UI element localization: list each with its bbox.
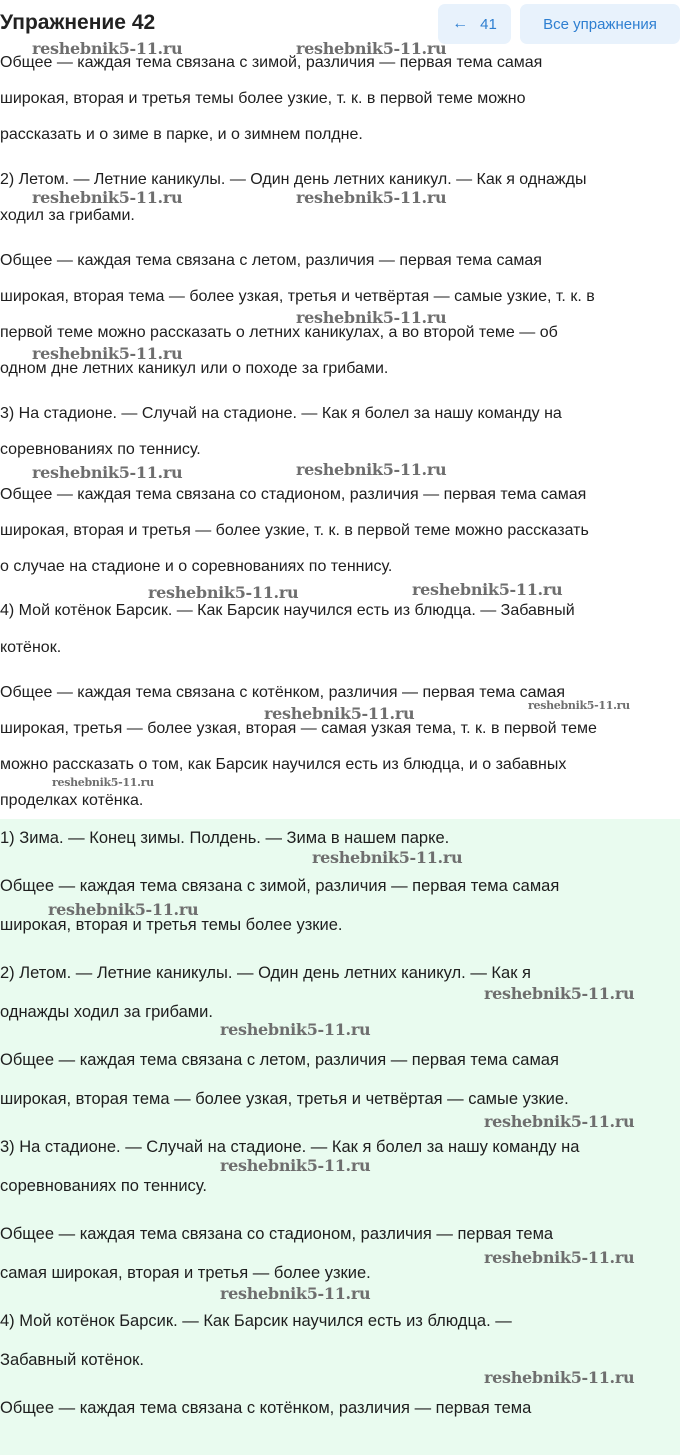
text-line: широкая, вторая и третья — более узкие, т. к. в первой теме можно рассказать <box>0 522 589 539</box>
answer-line: 4) Мой котёнок Барсик. — Как Барсик научился есть из блюдца. — <box>0 1312 512 1330</box>
answer-line: Общее — каждая тема связана со стадионом, различия — первая тема <box>0 1225 554 1243</box>
watermark: reshebnik5-11.ru <box>412 580 563 599</box>
text-line: широкая, вторая и третья темы более узкие, т. к. в первой теме можно <box>0 90 526 107</box>
answer-line: широкая, вторая и третья темы более узкие. <box>0 916 343 934</box>
text-line: проделках котёнка. <box>0 792 144 809</box>
text-line: 3) На стадионе. — Случай на стадионе. — Как я болел за нашу команду на <box>0 405 562 422</box>
watermark: reshebnik5-11.ru <box>528 699 630 712</box>
watermark: reshebnik5-11.ru <box>296 308 447 327</box>
prev-exercise-number: 41 <box>480 15 497 33</box>
watermark: reshebnik5-11.ru <box>32 344 183 363</box>
arrow-left-icon: ← <box>452 15 469 32</box>
text-line: широкая, третья — более узкая, вторая — самая узкая тема, т. к. в первой теме <box>0 720 597 737</box>
text-line: можно рассказать о том, как Барсик научился есть из блюдца, и о забавных <box>0 756 567 773</box>
text-line: котёнок. <box>0 639 62 656</box>
answer-line: Общее — каждая тема связана с летом, различия — первая тема самая <box>0 1051 559 1069</box>
text-line: Общее — каждая тема связана со стадионом, различия — первая тема самая <box>0 486 587 503</box>
watermark: reshebnik5-11.ru <box>296 39 447 58</box>
watermark: reshebnik5-11.ru <box>148 583 299 602</box>
text-line: соревнованиях по теннису. <box>0 441 201 458</box>
watermark: reshebnik5-11.ru <box>312 848 463 867</box>
watermark: reshebnik5-11.ru <box>220 1156 371 1175</box>
answer-line: широкая, вторая тема — более узкая, третья и четвёртая — самые узкие. <box>0 1090 569 1108</box>
answer-line: соревнованиях по теннису. <box>0 1177 207 1195</box>
watermark: reshebnik5-11.ru <box>32 463 183 482</box>
watermark: reshebnik5-11.ru <box>484 1248 635 1267</box>
prev-exercise-button[interactable] <box>438 4 511 44</box>
text-line: одном дне летних каникул или о походе за грибами. <box>0 360 389 377</box>
text-line: ходил за грибами. <box>0 207 135 224</box>
watermark: reshebnik5-11.ru <box>264 704 415 723</box>
watermark: reshebnik5-11.ru <box>484 1112 635 1131</box>
watermark: reshebnik5-11.ru <box>32 188 183 207</box>
answer-line: самая широкая, вторая и третья — более узкие. <box>0 1264 371 1282</box>
text-line: 2) Летом. — Летние каникулы. — Один день летних каникул. — Как я однажды <box>0 171 587 188</box>
text-line: Общее — каждая тема связана с летом, различия — первая тема самая <box>0 252 542 269</box>
text-line: 4) Мой котёнок Барсик. — Как Барсик научился есть из блюдца. — Забавный <box>0 602 575 619</box>
watermark: reshebnik5-11.ru <box>32 39 183 58</box>
answer-line: Общее — каждая тема связана с зимой, различия — первая тема самая <box>0 877 560 895</box>
answer-line: 1) Зима. — Конец зимы. Полдень. — Зима в нашем парке. <box>0 829 450 847</box>
watermark: reshebnik5-11.ru <box>484 984 635 1003</box>
answer-line: однажды ходил за грибами. <box>0 1003 213 1021</box>
watermark: reshebnik5-11.ru <box>296 460 447 479</box>
watermark: reshebnik5-11.ru <box>220 1020 371 1039</box>
watermark: reshebnik5-11.ru <box>48 900 199 919</box>
text-line: Общее — каждая тема связана с котёнком, различия — первая тема самая <box>0 684 566 701</box>
answer-line: 3) На стадионе. — Случай на стадионе. — Как я болел за нашу команду на <box>0 1138 580 1156</box>
text-line: первой теме можно рассказать о летних каникулах, а во второй теме — об <box>0 324 558 341</box>
answer-line: Забавный котёнок. <box>0 1351 144 1369</box>
text-line: рассказать и о зиме в парке, и о зимнем полдне. <box>0 126 363 143</box>
watermark: reshebnik5-11.ru <box>296 188 447 207</box>
all-exercises-button[interactable]: Все упражнения <box>520 4 680 44</box>
text-line: Общее — каждая тема связана с зимой, различия — первая тема самая <box>0 54 543 71</box>
watermark: reshebnik5-11.ru <box>220 1284 371 1303</box>
text-line: широкая, вторая тема — более узкая, третья и четвёртая — самые узкие, т. к. в <box>0 288 595 305</box>
answer-line: Общее — каждая тема связана с котёнком, различия — первая тема <box>0 1399 532 1417</box>
watermark: reshebnik5-11.ru <box>484 1368 635 1387</box>
page-title: Упражнение 42 <box>0 11 156 34</box>
text-line: о случае на стадионе и о соревнованиях по теннису. <box>0 558 393 575</box>
answer-line: 2) Летом. — Летние каникулы. — Один день летних каникул. — Как я <box>0 964 531 982</box>
watermark: reshebnik5-11.ru <box>52 776 154 789</box>
